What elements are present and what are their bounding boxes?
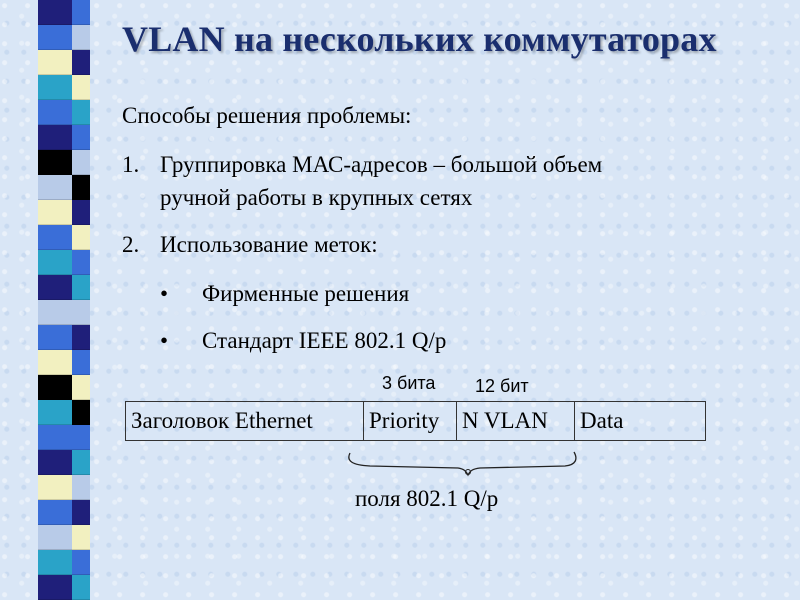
stripe-segment	[38, 550, 72, 575]
stripe-segment	[72, 225, 90, 250]
stripe-segment	[38, 25, 72, 50]
stripe-segment	[72, 425, 90, 450]
stripe-segment	[38, 100, 72, 125]
slide-title: VLAN на нескольких коммутаторах	[122, 19, 717, 59]
stripe-segment	[72, 350, 90, 375]
stripe-segment	[72, 575, 90, 600]
stripe-segment	[38, 575, 72, 600]
stripe-segment	[38, 325, 72, 350]
stripe-segment	[72, 475, 90, 500]
stripe-segment	[72, 500, 90, 525]
stripe-segment	[72, 150, 90, 175]
stripe-segment	[72, 175, 90, 200]
bullet-2-text: Стандарт IEEE 802.1 Q/p	[202, 328, 447, 353]
stripe-segment	[38, 50, 72, 75]
item-1-line-1: Группировка МАС-адресов – большой объем	[160, 152, 603, 177]
stripe-segment	[38, 525, 72, 550]
stripe-segment	[38, 450, 72, 475]
stripe-segment	[72, 25, 90, 50]
stripe-segment	[72, 125, 90, 150]
bullet-1-text: Фирменные решения	[202, 281, 410, 306]
stripe-segment	[38, 150, 72, 175]
stripe-segment	[38, 200, 72, 225]
stripe-segment	[38, 425, 72, 450]
item-1-number: 1.	[122, 152, 140, 177]
stripe-segment	[72, 525, 90, 550]
stripe-segment	[72, 100, 90, 125]
bullet-2-mark: •	[160, 328, 169, 353]
stripe-segment	[72, 200, 90, 225]
item-1-line-2: ручной работы в крупных сетях	[160, 185, 473, 210]
stripe-segment	[72, 325, 90, 350]
stripe-segment	[38, 475, 72, 500]
stripe-segment	[72, 400, 90, 425]
stripe-segment	[72, 75, 90, 100]
intro-text: Способы решения проблемы:	[122, 103, 412, 128]
stripe-segment	[38, 275, 72, 300]
priority-bits-label: 3 бита	[382, 373, 436, 393]
field-vlan-number: N VLAN	[456, 402, 574, 440]
stripe-segment	[72, 300, 90, 325]
frame-format-table	[125, 401, 706, 441]
stripe-column-left	[38, 0, 72, 600]
stripe-segment	[38, 225, 72, 250]
item-2-line-1: Использование меток:	[160, 232, 378, 257]
vlan-bits-label: 12 бит	[475, 376, 529, 396]
item-2-number: 2.	[122, 232, 140, 257]
decorative-stripe	[0, 0, 92, 600]
stripe-segment	[72, 0, 90, 25]
stripe-segment	[38, 400, 72, 425]
stripe-segment	[38, 300, 72, 325]
field-priority: Priority	[363, 402, 456, 440]
bullet-1-mark: •	[160, 281, 169, 306]
stripe-segment	[72, 275, 90, 300]
stripe-segment	[72, 250, 90, 275]
curly-brace-icon	[340, 447, 585, 477]
stripe-segment	[72, 550, 90, 575]
stripe-segment	[38, 125, 72, 150]
stripe-segment	[72, 50, 90, 75]
stripe-segment	[38, 375, 72, 400]
stripe-segment	[72, 375, 90, 400]
stripe-segment	[72, 450, 90, 475]
stripe-segment	[38, 350, 72, 375]
stripe-segment	[38, 500, 72, 525]
stripe-column-right	[72, 0, 90, 600]
field-ethernet-header: Заголовок Ethernet	[131, 408, 313, 433]
stripe-segment	[38, 75, 72, 100]
stripe-segment	[38, 0, 72, 25]
brace-label: поля 802.1 Q/p	[355, 486, 499, 511]
stripe-segment	[38, 175, 72, 200]
field-data: Data	[574, 402, 705, 440]
stripe-segment	[38, 250, 72, 275]
